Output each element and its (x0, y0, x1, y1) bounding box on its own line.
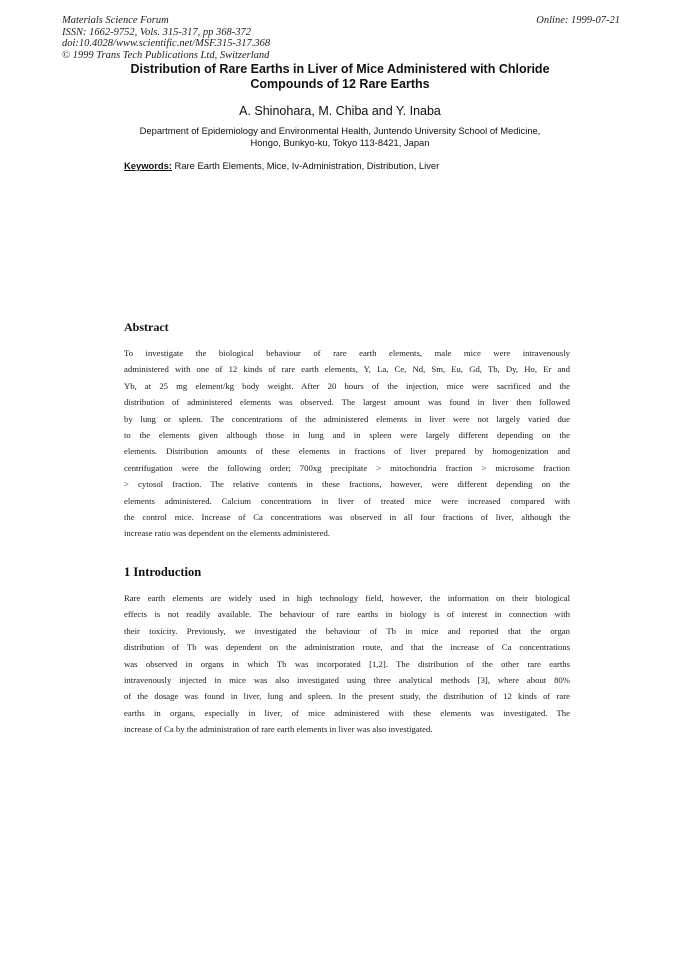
affiliation-line: Hongo, Bunkyo-ku, Tokyo 113-8421, Japan (250, 137, 430, 148)
paper-title (90, 62, 590, 92)
abstract-line: elements. Distribution amounts of these elements in fractions of liver prepared by homogenization and (124, 446, 570, 457)
affiliation-line: Department of Epidemiology and Environmental Health, Juntendo University School of Medicine, (139, 125, 541, 136)
keywords (124, 160, 439, 171)
abstract-body (124, 345, 570, 542)
affiliation (112, 125, 568, 149)
title-line: Distribution of Rare Earths in Liver of Mice Administered with Chloride (130, 62, 550, 76)
title-line: Compounds of 12 Rare Earths (250, 77, 430, 91)
abstract-line: Yb, at 25 mg element/kg body weight. After 20 hours of the injection, mice were sacrificed and the (124, 380, 570, 391)
introduction-heading: 1 Introduction (124, 565, 202, 579)
keywords-label: Keywords: (124, 160, 172, 171)
intro-line: intravenously injected in mice was also investigated using three analytical methods [3], where about 80% (124, 674, 570, 685)
intro-line: was observed in organs in which Tb was incorporated [1,2]. The distribution of the other rare earths (124, 658, 570, 669)
paper-authors: A. Shinohara, M. Chiba and Y. Inaba (239, 104, 441, 118)
journal-copyright: © 1999 Trans Tech Publications Ltd, Switzerland (62, 49, 270, 61)
journal-doi: doi:10.4028/www.scientific.net/MSF.315-317.368 (62, 38, 271, 50)
intro-line: earths in organs, especially in liver, of mice administered with these elements was investigated. The (124, 707, 570, 718)
journal-info (62, 15, 270, 61)
abstract-line: increase ratio was dependent on the elements administered. (124, 528, 331, 539)
journal-issn: ISSN: 1662-9752, Vols. 315-317, pp 368-372 (62, 26, 251, 38)
intro-line: distribution of Tb was dependent on the administration route, and that the increase of Ca concentrations (124, 642, 570, 653)
intro-line: Rare earth elements are widely used in high technology field, however, the information on their biological (124, 593, 570, 603)
intro-line: of the dosage was found in liver, lung and spleen. In the present study, the distribution of 12 kinds of rare (124, 691, 570, 702)
abstract-line: to the elements given although those in lung and in spleen were largely different depending on the (124, 429, 570, 440)
introduction-body (124, 590, 570, 738)
abstract-line: by lung or spleen. The concentrations of the administered elements in liver were not largely varied due (124, 413, 570, 424)
abstract-heading: Abstract (124, 320, 169, 334)
online-date: Online: 1999-07-21 (536, 15, 620, 26)
intro-line: their toxicity. Previously, we investigated the behaviour of Tb in mice and reported that the organ (124, 625, 570, 636)
abstract-line: distribution of administered elements was observed. The largest amount was found in liver then followed (124, 397, 570, 408)
abstract-line: the control mice. Increase of Ca concentrations was observed in all four fractions of liver, although the (124, 511, 570, 522)
journal-name: Materials Science Forum (62, 15, 169, 26)
abstract-line: > cytosol fraction. The relative contents in these fractions, however, were different depending on the (124, 479, 570, 490)
abstract-line: elements administered. Calcium concentrations in liver of treated mice were increased compared with (124, 495, 570, 506)
intro-line: effects is not readily available. The behaviour of rare earths in biology is of interest in connection with (124, 609, 570, 620)
abstract-line: administered with one of 12 kinds of rare earth elements, Y, La, Ce, Nd, Sm, Eu, Gd, Tb, Dy, Ho, Er and (124, 364, 570, 375)
abstract-line: centrifugation were the following order; 700xg precipitate > mitochondria fraction > microsome fraction (124, 462, 570, 473)
intro-line: increase of Ca by the administration of rare earth elements in liver was also investigated. (124, 724, 433, 735)
keywords-list: Rare Earth Elements, Mice, Iv-Administration, Distribution, Liver (174, 160, 440, 171)
abstract-line: To investigate the biological behaviour of rare earth elements, male mice were intravenously (124, 348, 570, 358)
